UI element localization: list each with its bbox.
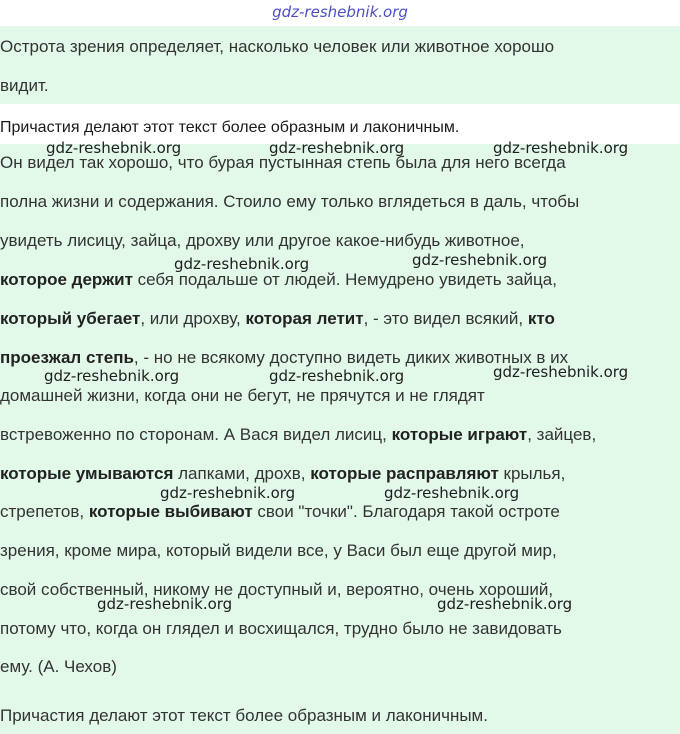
intro-line: видит. [0, 76, 49, 95]
watermark: gdz-reshebnik.org [174, 255, 310, 273]
summary-top: Причастия делают этот текст более образным и лаконичным. [0, 119, 460, 136]
participle-phrase: которая летит [245, 309, 364, 328]
participle-phrase: которое держит [0, 270, 133, 289]
watermark: gdz-reshebnik.org [97, 595, 233, 613]
passage-line [0, 619, 562, 639]
header-watermark: gdz-reshebnik.org [272, 3, 408, 21]
watermark: gdz-reshebnik.org [493, 139, 629, 157]
text-segment: ему. (А. Чехов) [0, 657, 117, 676]
participle-phrase: проезжал степь [0, 348, 134, 367]
watermark: gdz-reshebnik.org [269, 139, 405, 157]
watermark: gdz-reshebnik.org [412, 251, 548, 269]
summary-bottom: Причастия делают этот текст более образным и лаконичным. [0, 706, 488, 725]
watermark: gdz-reshebnik.org [493, 363, 629, 381]
text-segment: домашней жизни, когда они не бегут, не прячутся и не глядят [0, 386, 485, 405]
text-segment: Он видел так хорошо, что бурая пустынная степь была для него всегда [0, 153, 566, 172]
passage-line [0, 541, 557, 561]
watermark: gdz-reshebnik.org [269, 367, 405, 385]
text-segment: лапками, дрохв, [173, 464, 311, 483]
participle-phrase: которые расправляют [310, 464, 499, 483]
passage-line [0, 657, 117, 677]
watermark: gdz-reshebnik.org [46, 139, 182, 157]
watermark: gdz-reshebnik.org [160, 484, 296, 502]
intro-line: Острота зрения определяет, насколько человек или животное хорошо [0, 37, 555, 56]
text-segment: зрения, кроме мира, который видели все, у Васи был еще другой мир, [0, 541, 557, 560]
passage-line [0, 270, 557, 290]
participle-phrase: которые выбивают [88, 502, 253, 521]
watermark: gdz-reshebnik.org [44, 367, 180, 385]
text-segment: себя подальше от людей. Немудрено увидеть зайца, [132, 270, 557, 289]
passage-line [0, 386, 485, 406]
text-segment: свой собственный, никому не доступный и, вероятно, очень хороший, [0, 580, 554, 599]
participle-phrase: который убегает [0, 309, 141, 328]
text-segment: встревоженно по сторонам. А Вася видел лисиц, [0, 425, 392, 444]
participle-phrase: которые играют [391, 425, 528, 444]
text-segment: стрепетов, [0, 502, 89, 521]
text-segment: , зайцев, [527, 425, 597, 444]
watermark: gdz-reshebnik.org [437, 595, 573, 613]
text-segment: , или дрохву, [140, 309, 246, 328]
passage-line [0, 425, 596, 445]
passage-line [0, 309, 555, 329]
watermark: gdz-reshebnik.org [384, 484, 520, 502]
text-segment: , - это видел всякий, [363, 309, 528, 328]
text-segment: крылья, [498, 464, 566, 483]
passage-line [0, 192, 579, 212]
text-segment: увидеть лисицу, зайца, дрохву или другое какое-нибудь животное, [0, 231, 525, 250]
text-segment: , - но не всякому доступно видеть диких животных в их [133, 348, 569, 367]
passage-line [0, 231, 525, 251]
passage-line [0, 348, 568, 368]
text-segment: свои "точки". Благодаря такой остроте [252, 502, 560, 521]
text-segment: потому что, когда он глядел и восхищался, трудно было не завидовать [0, 619, 562, 638]
participle-phrase: которые умываются [0, 464, 174, 483]
participle-phrase: кто [527, 309, 555, 328]
passage-line [0, 502, 560, 522]
passage-line [0, 464, 565, 484]
text-segment: полна жизни и содержания. Стоило ему только вглядеться в даль, чтобы [0, 192, 580, 211]
